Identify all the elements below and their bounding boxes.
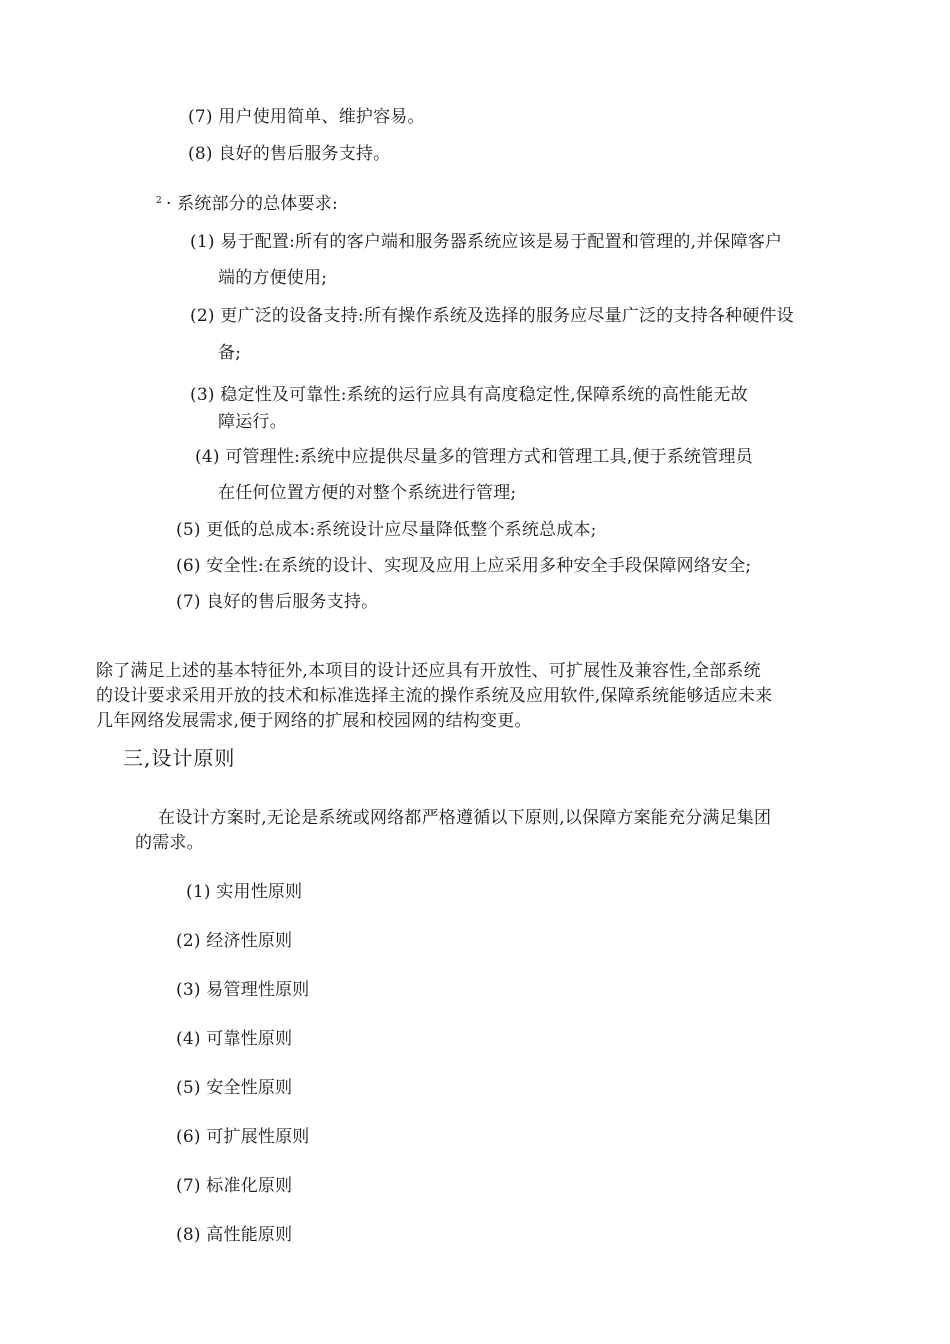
- list-text: 用户使用简单、维护容易。: [218, 107, 425, 127]
- list-number: (5): [176, 520, 201, 540]
- list-number: (8): [176, 1225, 201, 1245]
- list-number: (3): [176, 980, 201, 1000]
- list-number: (8): [188, 144, 213, 164]
- list-text-cont: 端的方便使用;: [218, 268, 328, 288]
- sys-req-item-3-cont: [218, 411, 287, 433]
- list-number: (7): [188, 107, 213, 127]
- section-title-text: 系统部分的总体要求:: [177, 194, 338, 214]
- paragraph-line-2: 的设计要求采用开放的技术和标准选择主流的操作系统及应用软件,保障系统能够适应未来: [96, 686, 773, 706]
- list-text: 良好的售后服务支持。: [218, 144, 391, 164]
- list-number: (4): [195, 447, 220, 467]
- sys-req-item-2-cont: [218, 342, 241, 364]
- list-text: 更广泛的设备支持:所有操作系统及选择的服务应尽量广泛的支持各种硬件设: [220, 306, 794, 326]
- principle-item-2: [176, 930, 292, 952]
- top-list-item-7: [188, 106, 425, 128]
- list-number: (5): [176, 1078, 201, 1098]
- sys-req-item-3: [190, 384, 748, 406]
- list-text-cont: 备;: [218, 343, 242, 363]
- sys-req-item-1-cont: [218, 267, 327, 289]
- sys-req-item-4: [195, 446, 753, 468]
- list-text: 易管理性原则: [206, 980, 310, 1000]
- section-2-title: [156, 190, 338, 215]
- section-bullet: ·: [165, 194, 172, 214]
- sys-req-item-1: [190, 231, 782, 253]
- list-text: 实用性原则: [216, 882, 303, 902]
- paragraph-line-3: 几年网络发展需求,便于网络的扩展和校园网的结构变更。: [96, 711, 532, 731]
- list-text: 安全性原则: [206, 1078, 293, 1098]
- principle-item-7: [176, 1175, 292, 1197]
- list-text-cont: 在任何位置方便的对整个系统进行管理;: [218, 483, 517, 503]
- list-text: 可管理性:系统中应提供尽量多的管理方式和管理工具,便于系统管理员: [225, 447, 753, 467]
- list-text: 可靠性原则: [206, 1029, 293, 1049]
- section-3-intro-line-2: 的需求。: [135, 833, 204, 853]
- list-text: 安全性:在系统的设计、实现及应用上应采用多种安全手段保障网络安全;: [206, 556, 752, 576]
- list-text: 可扩展性原则: [206, 1127, 310, 1147]
- sys-req-item-6: [176, 555, 751, 577]
- list-number: (7): [176, 1176, 201, 1196]
- sys-req-item-7: [176, 591, 378, 613]
- list-number: (2): [190, 306, 215, 326]
- section-marker: 2: [156, 196, 162, 206]
- principle-item-1: [186, 881, 302, 903]
- list-number: (1): [190, 232, 215, 252]
- principle-item-8: [176, 1224, 292, 1246]
- list-text: 标准化原则: [206, 1176, 293, 1196]
- list-number: (4): [176, 1029, 201, 1049]
- section-3-intro-line-1: 在设计方案时,无论是系统或网络都严格遵循以下原则,以保障方案能充分满足集团: [158, 808, 772, 828]
- list-text-cont: 障运行。: [218, 412, 287, 432]
- section-3-heading: 三,设计原则: [123, 746, 236, 770]
- principle-item-6: [176, 1126, 310, 1148]
- sys-req-item-5: [176, 519, 597, 541]
- principle-item-5: [176, 1077, 292, 1099]
- list-text: 良好的售后服务支持。: [206, 592, 379, 612]
- list-number: (7): [176, 592, 201, 612]
- list-number: (1): [186, 882, 211, 902]
- principle-item-4: [176, 1028, 292, 1050]
- list-text: 易于配置:所有的客户端和服务器系统应该是易于配置和管理的,并保障客户: [220, 232, 783, 252]
- principle-item-3: [176, 979, 310, 1001]
- top-list-item-8: [188, 143, 390, 165]
- sys-req-item-2: [190, 305, 794, 327]
- paragraph-line-1: 除了满足上述的基本特征外,本项目的设计还应具有开放性、可扩展性及兼容性,全部系统: [96, 661, 761, 681]
- list-number: (2): [176, 931, 201, 951]
- list-text: 高性能原则: [206, 1225, 293, 1245]
- list-number: (6): [176, 556, 201, 576]
- list-number: (3): [190, 385, 215, 405]
- list-text: 经济性原则: [206, 931, 293, 951]
- sys-req-item-4-cont: [218, 482, 516, 504]
- list-text: 更低的总成本:系统设计应尽量降低整个系统总成本;: [206, 520, 597, 540]
- list-number: (6): [176, 1127, 201, 1147]
- list-text: 稳定性及可靠性:系统的运行应具有高度稳定性,保障系统的高性能无故: [220, 385, 748, 405]
